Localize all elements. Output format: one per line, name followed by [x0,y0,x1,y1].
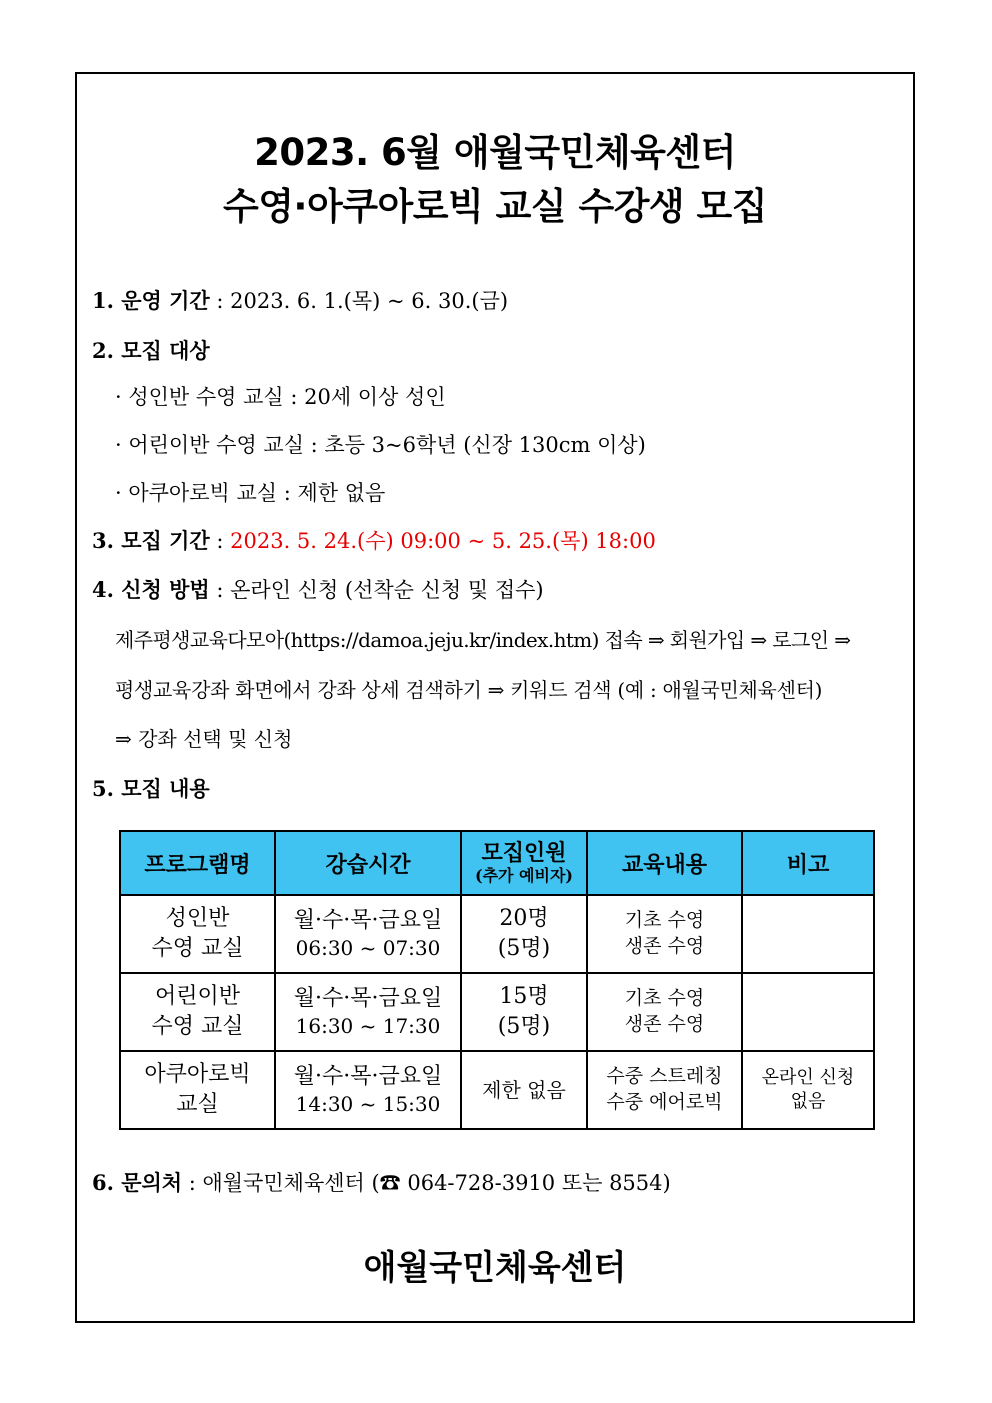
cell-capacity [461,1051,587,1129]
header-note: 비고 [742,831,874,895]
title-line-1: 2023. 6월 애월국민체육센터 [254,131,736,174]
section-content-label: 5. 모집 내용 [92,776,210,801]
content-line1: 수중 스트레칭 [606,1065,723,1088]
content-line2: 생존 수영 [624,1013,705,1035]
cell-content [587,973,742,1051]
capacity-main: 제한 없음 [482,1077,566,1102]
capacity-reserve: (5명) [497,1014,551,1039]
capacity-reserve: (5명) [497,936,551,961]
table-header-row [120,831,874,895]
section-target-label: 2. 모집 대상 [92,338,210,363]
section-content [92,778,210,800]
title-line-2: 수영·아쿠아로빅 교실 수강생 모집 [222,185,768,228]
program-name-line2: 수영 교실 [151,936,244,961]
cell-note [742,973,874,1051]
section-recruit-period [92,530,656,552]
section-contact [92,1172,671,1194]
time-hours: 16:30 ~ 17:30 [295,1014,441,1039]
table-row [120,1051,874,1129]
time-days: 월·수·목·금요일 [293,985,443,1011]
content-line2: 생존 수영 [624,935,705,957]
note-line1: 온라인 신청 [761,1066,855,1088]
cell-content [587,1051,742,1129]
section-method-label: 4. 신청 방법 [92,577,210,602]
capacity-main: 20명 [499,906,549,932]
header-capacity [461,831,587,895]
cell-note [742,895,874,973]
section-contact-value: : 애월국민체육센터 (☎ 064-728-3910 또는 8554) [182,1171,671,1195]
program-name-line2: 교실 [176,1092,219,1117]
cell-program [120,1051,275,1129]
method-step-2: 평생교육강좌 화면에서 강좌 상세 검색하기 ⇒ 키워드 검색 (예 : 애월국민체육센터) [115,678,823,702]
header-content: 교육내용 [587,831,742,895]
header-program: 프로그램명 [120,831,275,895]
program-name-line1: 성인반 [165,906,230,932]
content-line2: 수중 에어로빅 [606,1091,723,1113]
target-item-adult: · 성인반 수영 교실 : 20세 이상 성인 [115,385,446,409]
cell-program [120,895,275,973]
section-period [92,290,508,312]
time-days: 월·수·목·금요일 [293,907,443,933]
section-period-value: : 2023. 6. 1.(목) ~ 6. 30.(금) [209,289,509,313]
table-row [120,973,874,1051]
time-days: 월·수·목·금요일 [293,1063,443,1089]
capacity-main: 15명 [499,984,549,1010]
section-method-value: : 온라인 신청 (선착순 신청 및 접수) [209,578,544,602]
section-target [92,340,210,362]
program-name-line1: 아쿠아로빅 [144,1062,251,1088]
program-table [119,830,875,1130]
target-item-child: · 어린이반 수영 교실 : 초등 3~6학년 (신장 130cm 이상) [115,433,646,457]
cell-time [275,895,461,973]
target-item-aqua: · 아쿠아로빅 교실 : 제한 없음 [115,481,386,505]
method-step-3: ⇒ 강좌 선택 및 신청 [115,727,293,751]
note-line2: 없음 [790,1091,826,1112]
footer-organization: 애월국민체육센터 [363,1248,627,1288]
section-recruit-value: 2023. 5. 24.(수) 09:00 ~ 5. 25.(목) 18:00 [230,529,656,553]
cell-capacity [461,895,587,973]
section-contact-label: 6. 문의처 [92,1170,183,1195]
cell-content [587,895,742,973]
notice-frame [75,72,915,1323]
method-step-1: 제주평생교육다모아(https://damoa.jeju.kr/index.htm) 접속 ⇒ 회원가입 ⇒ 로그인 ⇒ [115,628,851,652]
section-recruit-sep: : [209,529,231,553]
time-hours: 06:30 ~ 07:30 [295,936,441,961]
section-method [92,579,544,601]
program-name-line1: 어린이반 [154,984,240,1010]
section-period-label: 1. 운영 기간 [92,288,210,313]
header-capacity-bottom: (추가 예비자) [475,865,573,885]
cell-capacity [461,973,587,1051]
cell-program [120,973,275,1051]
table-row [120,895,874,973]
header-capacity-top: 모집인원 [481,840,567,867]
cell-time [275,973,461,1051]
content-line1: 기초 수영 [624,909,705,932]
section-recruit-label: 3. 모집 기간 [92,528,210,553]
content-line1: 기초 수영 [624,987,705,1010]
header-time: 강습시간 [275,831,461,895]
cell-time [275,1051,461,1129]
program-name-line2: 수영 교실 [151,1014,244,1039]
cell-note [742,1051,874,1129]
time-hours: 14:30 ~ 15:30 [295,1092,441,1117]
